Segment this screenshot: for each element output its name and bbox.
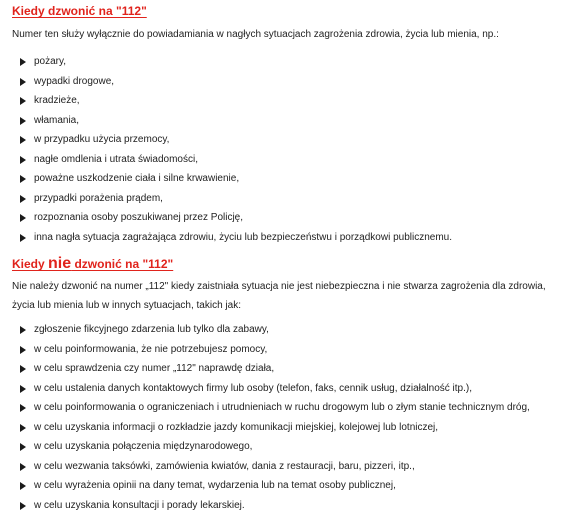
- emergency-situations-list: [20, 52, 565, 247]
- list-item-text: rozpoznania osoby poszukiwanej przez Policję,: [34, 208, 243, 228]
- triangle-bullet-icon: [20, 78, 26, 86]
- list-item-text: w przypadku użycia przemocy,: [34, 130, 169, 150]
- triangle-bullet-icon: [20, 156, 26, 164]
- list-item: [20, 52, 565, 72]
- heading-text-pre: Kiedy: [12, 257, 48, 271]
- triangle-bullet-icon: [20, 175, 26, 183]
- list-item-text: w celu uzyskania połączenia międzynarodowego,: [34, 437, 252, 457]
- list-item-text: w celu poinformowania, że nie potrzebujesz pomocy,: [34, 340, 267, 360]
- list-item-text: pożary,: [34, 52, 66, 72]
- list-item-text: włamania,: [34, 111, 79, 131]
- list-item: [20, 398, 565, 418]
- triangle-bullet-icon: [20, 97, 26, 105]
- triangle-bullet-icon: [20, 482, 26, 490]
- triangle-bullet-icon: [20, 214, 26, 222]
- list-item: [20, 169, 565, 189]
- list-item: [20, 72, 565, 92]
- list-item-text: wypadki drogowe,: [34, 72, 114, 92]
- list-item-text: poważne uszkodzenie ciała i silne krwawienie,: [34, 169, 239, 189]
- triangle-bullet-icon: [20, 365, 26, 373]
- list-item-text: w celu wezwania taksówki, zamówienia kwiatów, dania z restauracji, baru, pizzeri, itp.,: [34, 457, 415, 477]
- list-item: [20, 111, 565, 131]
- list-item-text: w celu ustalenia danych kontaktowych firmy lub osoby (telefon, faks, cennik usług, działalność itp.),: [34, 379, 472, 399]
- list-item-text: kradzieże,: [34, 91, 80, 111]
- heading-emphasis: nie: [48, 255, 71, 272]
- list-item: [20, 340, 565, 360]
- triangle-bullet-icon: [20, 463, 26, 471]
- list-item: [20, 208, 565, 228]
- list-item: [20, 496, 565, 515]
- list-item-text: zgłoszenie fikcyjnego zdarzenia lub tylko dla zabawy,: [34, 320, 269, 340]
- triangle-bullet-icon: [20, 136, 26, 144]
- list-item: [20, 320, 565, 340]
- section-heading-when-not-to-call: [12, 255, 173, 273]
- intro-paragraph-when-to-call: Numer ten służy wyłącznie do powiadamiania w nagłych sytuacjach zagrożenia zdrowia, życia lub mienia, np.:: [12, 25, 557, 44]
- list-item: [20, 150, 565, 170]
- list-item-text: przypadki porażenia prądem,: [34, 189, 163, 209]
- list-item-text: inna nagła sytuacja zagrażająca zdrowiu, życiu lub bezpieczeństwu i porządkowi publicznemu.: [34, 228, 452, 248]
- list-item: [20, 359, 565, 379]
- list-item: [20, 189, 565, 209]
- triangle-bullet-icon: [20, 404, 26, 412]
- triangle-bullet-icon: [20, 326, 26, 334]
- list-item: [20, 418, 565, 438]
- triangle-bullet-icon: [20, 234, 26, 242]
- triangle-bullet-icon: [20, 117, 26, 125]
- list-item-text: w celu uzyskania konsultacji i porady lekarskiej.: [34, 496, 245, 515]
- list-item-text: w celu poinformowania o ograniczeniach i utrudnieniach w ruchu drogowym lub o złym stanie technicznym dróg,: [34, 398, 530, 418]
- heading-text-post: dzwonić na "112": [71, 257, 173, 271]
- triangle-bullet-icon: [20, 58, 26, 66]
- triangle-bullet-icon: [20, 385, 26, 393]
- triangle-bullet-icon: [20, 424, 26, 432]
- list-item: [20, 457, 565, 477]
- list-item-text: w celu uzyskania informacji o rozkładzie jazdy komunikacji miejskiej, kolejowej lub lotniczej,: [34, 418, 438, 438]
- triangle-bullet-icon: [20, 346, 26, 354]
- section-heading-when-to-call: [12, 4, 147, 18]
- list-item: [20, 91, 565, 111]
- list-item: [20, 379, 565, 399]
- triangle-bullet-icon: [20, 502, 26, 510]
- list-item-text: w celu wyrażenia opinii na dany temat, wydarzenia lub na temat osoby publicznej,: [34, 476, 396, 496]
- triangle-bullet-icon: [20, 443, 26, 451]
- list-item: [20, 228, 565, 248]
- list-item-text: w celu sprawdzenia czy numer „112" naprawdę działa,: [34, 359, 274, 379]
- list-item: [20, 476, 565, 496]
- heading-text: Kiedy dzwonić na "112": [12, 4, 147, 18]
- triangle-bullet-icon: [20, 195, 26, 203]
- intro-paragraph-when-not-to-call: Nie należy dzwonić na numer „112" kiedy zaistniała sytuacja nie jest niebezpieczna i nie stwarza zagrożenia dla zdrowia, życia lub mienia lub w innych sytuacjach, takich jak:: [12, 277, 557, 315]
- list-item-text: nagłe omdlenia i utrata świadomości,: [34, 150, 198, 170]
- non-emergency-situations-list: [20, 320, 565, 515]
- list-item: [20, 437, 565, 457]
- list-item: [20, 130, 565, 150]
